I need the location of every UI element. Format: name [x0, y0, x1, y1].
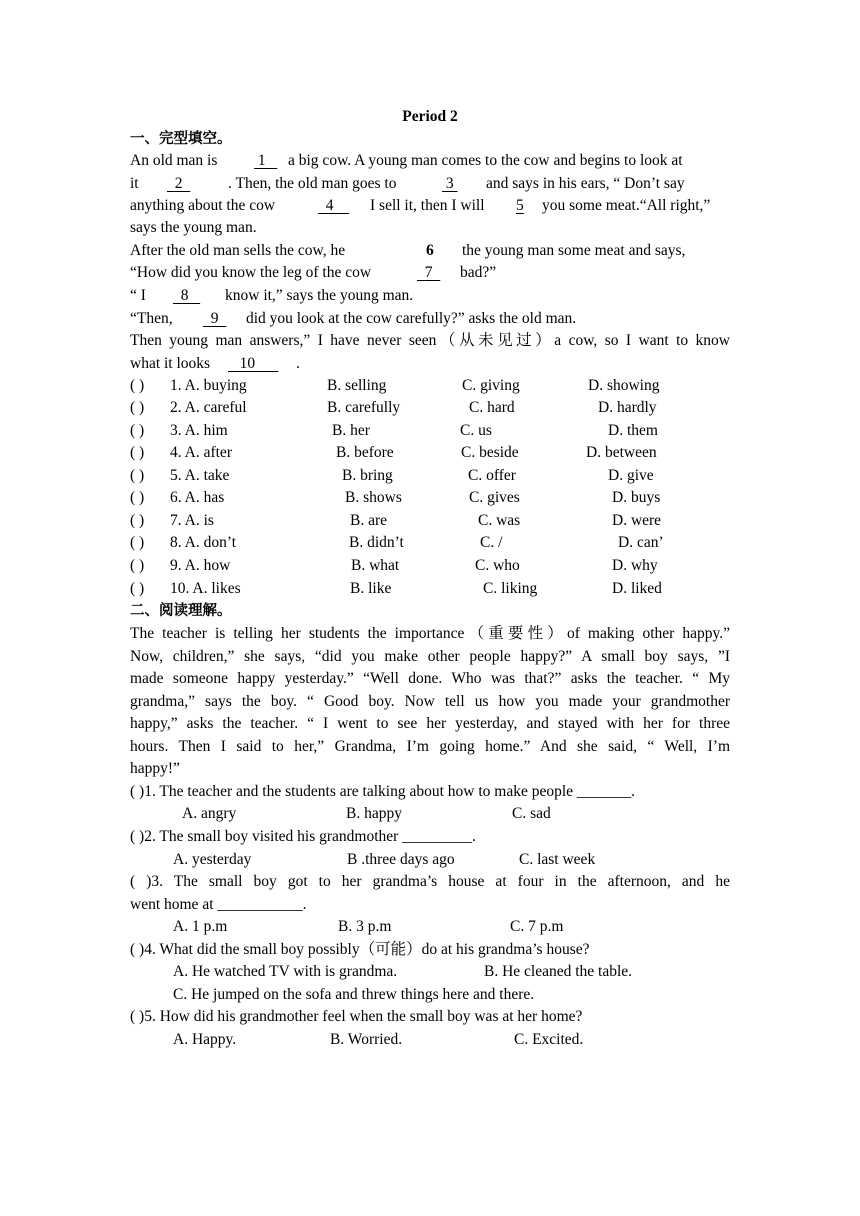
- blank-3: 3: [445, 175, 454, 192]
- answer-box[interactable]: ( ): [130, 444, 145, 461]
- reading-line-2: Now, children,” she says, “did you make other people happy?” A small boy says, ”I: [130, 648, 730, 665]
- passage-line-9: Then young man answers,” I have never seen（从未见过）a cow, so I want to know: [130, 332, 730, 349]
- answer-box[interactable]: ( ): [130, 467, 145, 484]
- reading-question-1: ( )1. The teacher and the students are talking about how to make people _______.: [130, 783, 636, 800]
- blank-4: 4: [325, 197, 334, 214]
- reading-question-3: ( )3. The small boy got to her grandma’s house at four in the afternoon, and he: [130, 873, 730, 890]
- question-row: ( ) 6. A. has B. shows C. gives D. buys: [130, 487, 730, 509]
- answer-box[interactable]: ( ): [130, 557, 145, 574]
- reading-line-5: happy,” asks the teacher. “ I went to see her yesterday, and stayed with her for three: [130, 715, 730, 732]
- reading-line-3: made someone happy yesterday.” “Well done. Who was that?” asks the teacher. “ My: [130, 670, 730, 687]
- reading-question-4: ( )4. What did the small boy possibly（可能）do at his grandma’s house?: [130, 941, 590, 958]
- answer-box[interactable]: ( ): [130, 534, 145, 551]
- reading-line-1: The teacher is telling her students the importance（重要性）of making other happy.”: [130, 625, 730, 642]
- blank-10: 10: [239, 355, 256, 372]
- answer-box[interactable]: ( ): [130, 512, 145, 529]
- answer-box[interactable]: ( ): [130, 377, 145, 394]
- question-row: ( ) 3. A. him B. her C. us D. them: [130, 420, 730, 442]
- passage-line-4: says the young man.: [130, 219, 257, 236]
- section2-heading: 二、阅读理解。: [130, 603, 232, 619]
- page-title: Period 2: [402, 108, 458, 125]
- blank-8: 8: [180, 287, 189, 304]
- blank-1: 1: [257, 152, 266, 169]
- section1-heading: 一、完型填空。: [130, 131, 232, 147]
- reading-options-5: A. Happy. B. Worried. C. Excited.: [173, 1031, 584, 1048]
- blank-5: 5: [516, 197, 524, 214]
- answer-box[interactable]: ( ): [130, 399, 145, 416]
- reading-options-4: A. He watched TV with is grandma. B. He cleaned the table.: [173, 963, 633, 980]
- reading-options-1: A. angry B. happy C. sad: [182, 805, 551, 822]
- reading-line-7: happy!”: [130, 760, 180, 777]
- reading-question-2: ( )2. The small boy visited his grandmother _________.: [130, 828, 476, 845]
- blank-2: 2: [174, 175, 183, 192]
- answer-box[interactable]: ( ): [130, 580, 145, 597]
- reading-line-4: grandma,” says the boy. “ Good boy. Now tell us how you made your grandmother: [130, 693, 730, 710]
- question-row: ( ) 4. A. after B. before C. beside D. between: [130, 442, 730, 464]
- answer-box[interactable]: ( ): [130, 489, 145, 506]
- reading-line-6: hours. Then I said to her,” Grandma, I’m going home.” And she said, “ Well, I’m: [130, 738, 730, 755]
- reading-options-4b: C. He jumped on the sofa and threw things here and there.: [173, 986, 535, 1003]
- blank-9: 9: [210, 310, 219, 327]
- answer-box[interactable]: ( ): [130, 422, 145, 439]
- question-row: ( ) 10. A. likes B. like C. liking D. liked: [130, 578, 730, 600]
- reading-question-5: ( )5. How did his grandmother feel when the small boy was at her home?: [130, 1008, 583, 1025]
- blank-7: 7: [424, 264, 433, 281]
- question-row: ( ) 1. A. buying B. selling C. giving D. showing: [130, 375, 730, 397]
- question-row: ( ) 2. A. careful B. carefully C. hard D. hardly: [130, 397, 730, 419]
- question-row: ( ) 8. A. don’t B. didn’t C. / D. can’: [130, 532, 730, 554]
- reading-options-2: A. yesterday B .three days ago C. last week: [173, 851, 596, 868]
- question-row: ( ) 9. A. how B. what C. who D. why: [130, 555, 730, 577]
- question-row: ( ) 5. A. take B. bring C. offer D. give: [130, 465, 730, 487]
- reading-question-3-cont: went home at ___________.: [130, 896, 307, 913]
- reading-options-3: A. 1 p.m B. 3 p.m C. 7 p.m: [173, 918, 564, 935]
- question-row: ( ) 7. A. is B. are C. was D. were: [130, 510, 730, 532]
- blank-6: 6: [426, 242, 434, 259]
